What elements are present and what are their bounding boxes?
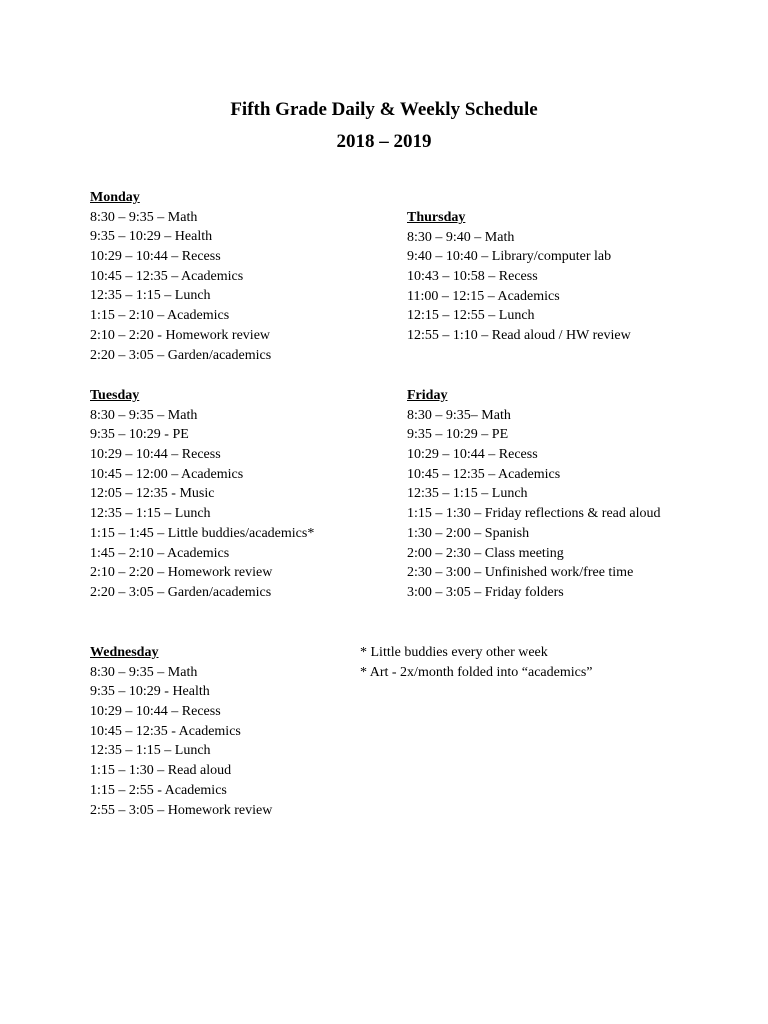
schedule-entry: 10:45 – 12:00 – Academics: [90, 466, 244, 482]
thursday-heading: Thursday: [407, 210, 466, 225]
monday-schedule: [90, 188, 271, 365]
friday-schedule: [407, 386, 661, 603]
schedule-entry: 1:15 – 2:55 - Academics: [90, 782, 227, 798]
schedule-entry: 12:55 – 1:10 – Read aloud / HW review: [407, 328, 631, 344]
wednesday-heading: Wednesday: [90, 645, 159, 660]
schedule-entry: 12:35 – 1:15 – Lunch: [90, 506, 211, 522]
schedule-entry: 12:35 – 1:15 – Lunch: [90, 288, 211, 304]
schedule-entry: 10:45 – 12:35 – Academics: [90, 268, 244, 284]
tuesday-heading: Tuesday: [90, 388, 140, 403]
schedule-entry: 1:15 – 2:10 – Academics: [90, 308, 230, 324]
schedule-entry: 2:00 – 2:30 – Class meeting: [407, 545, 564, 561]
wednesday-schedule: [90, 643, 272, 820]
schedule-entry: 2:20 – 3:05 – Garden/academics: [90, 347, 272, 363]
school-year: 2018 – 2019: [336, 131, 432, 152]
schedule-entry: 11:00 – 12:15 – Academics: [407, 288, 560, 304]
schedule-entry: 10:29 – 10:44 – Recess: [407, 447, 538, 463]
schedule-entry: 2:10 – 2:20 – Homework review: [90, 565, 273, 581]
footnote-art: * Art - 2x/month folded into “academics”: [360, 664, 593, 680]
schedule-entry: 10:45 – 12:35 - Academics: [90, 723, 241, 739]
schedule-entry: 3:00 – 3:05 – Friday folders: [407, 584, 564, 600]
footnotes: [360, 643, 593, 682]
schedule-entry: 1:15 – 1:30 – Read aloud: [90, 763, 232, 779]
schedule-entry: 1:30 – 2:00 – Spanish: [407, 525, 530, 541]
schedule-entry: 2:30 – 3:00 – Unfinished work/free time: [407, 565, 634, 581]
schedule-entry: 1:15 – 1:45 – Little buddies/academics*: [90, 525, 315, 541]
friday-heading: Friday: [407, 388, 448, 403]
schedule-entry: 9:40 – 10:40 – Library/computer lab: [407, 249, 612, 265]
footnote-list: [360, 643, 593, 682]
friday-entries: [407, 406, 661, 603]
schedule-entry: 10:43 – 10:58 – Recess: [407, 269, 538, 285]
schedule-entry: 10:29 – 10:44 – Recess: [90, 447, 221, 463]
thursday-schedule: [407, 208, 631, 346]
thursday-entries: [407, 228, 631, 346]
schedule-entry: 10:29 – 10:44 – Recess: [90, 704, 221, 720]
schedule-entry: 9:35 – 10:29 – Health: [90, 229, 213, 245]
schedule-entry: 2:10 – 2:20 - Homework review: [90, 327, 271, 343]
monday-heading: Monday: [90, 190, 140, 205]
schedule-entry: 12:35 – 1:15 – Lunch: [90, 743, 211, 759]
schedule-entry: 9:35 – 10:29 - Health: [90, 684, 210, 700]
schedule-entry: 10:29 – 10:44 – Recess: [90, 249, 221, 265]
schedule-entry: 8:30 – 9:35 – Math: [90, 664, 198, 680]
schedule-entry: 12:35 – 1:15 – Lunch: [407, 486, 528, 502]
schedule-entry: 8:30 – 9:35 – Math: [90, 209, 198, 225]
schedule-entry: 8:30 – 9:35– Math: [407, 407, 511, 423]
document-title: Fifth Grade Daily & Weekly Schedule: [230, 99, 538, 120]
wednesday-entries: [90, 663, 272, 821]
schedule-entry: 1:45 – 2:10 – Academics: [90, 545, 230, 561]
tuesday-schedule: [90, 386, 314, 603]
schedule-entry: 12:05 – 12:35 - Music: [90, 486, 215, 502]
schedule-entry: 9:35 – 10:29 – PE: [407, 427, 509, 443]
schedule-entry: 9:35 – 10:29 - PE: [90, 427, 189, 443]
schedule-entry: 8:30 – 9:35 – Math: [90, 407, 198, 423]
schedule-entry: 8:30 – 9:40 – Math: [407, 229, 515, 245]
tuesday-entries: [90, 406, 314, 603]
schedule-entry: 1:15 – 1:30 – Friday reflections & read aloud: [407, 506, 661, 522]
footnote-little-buddies: * Little buddies every other week: [360, 645, 548, 660]
schedule-entry: 10:45 – 12:35 – Academics: [407, 466, 561, 482]
schedule-entry: 2:55 – 3:05 – Homework review: [90, 802, 273, 818]
schedule-entry: 2:20 – 3:05 – Garden/academics: [90, 584, 272, 600]
monday-entries: [90, 208, 271, 366]
schedule-entry: 12:15 – 12:55 – Lunch: [407, 308, 535, 324]
